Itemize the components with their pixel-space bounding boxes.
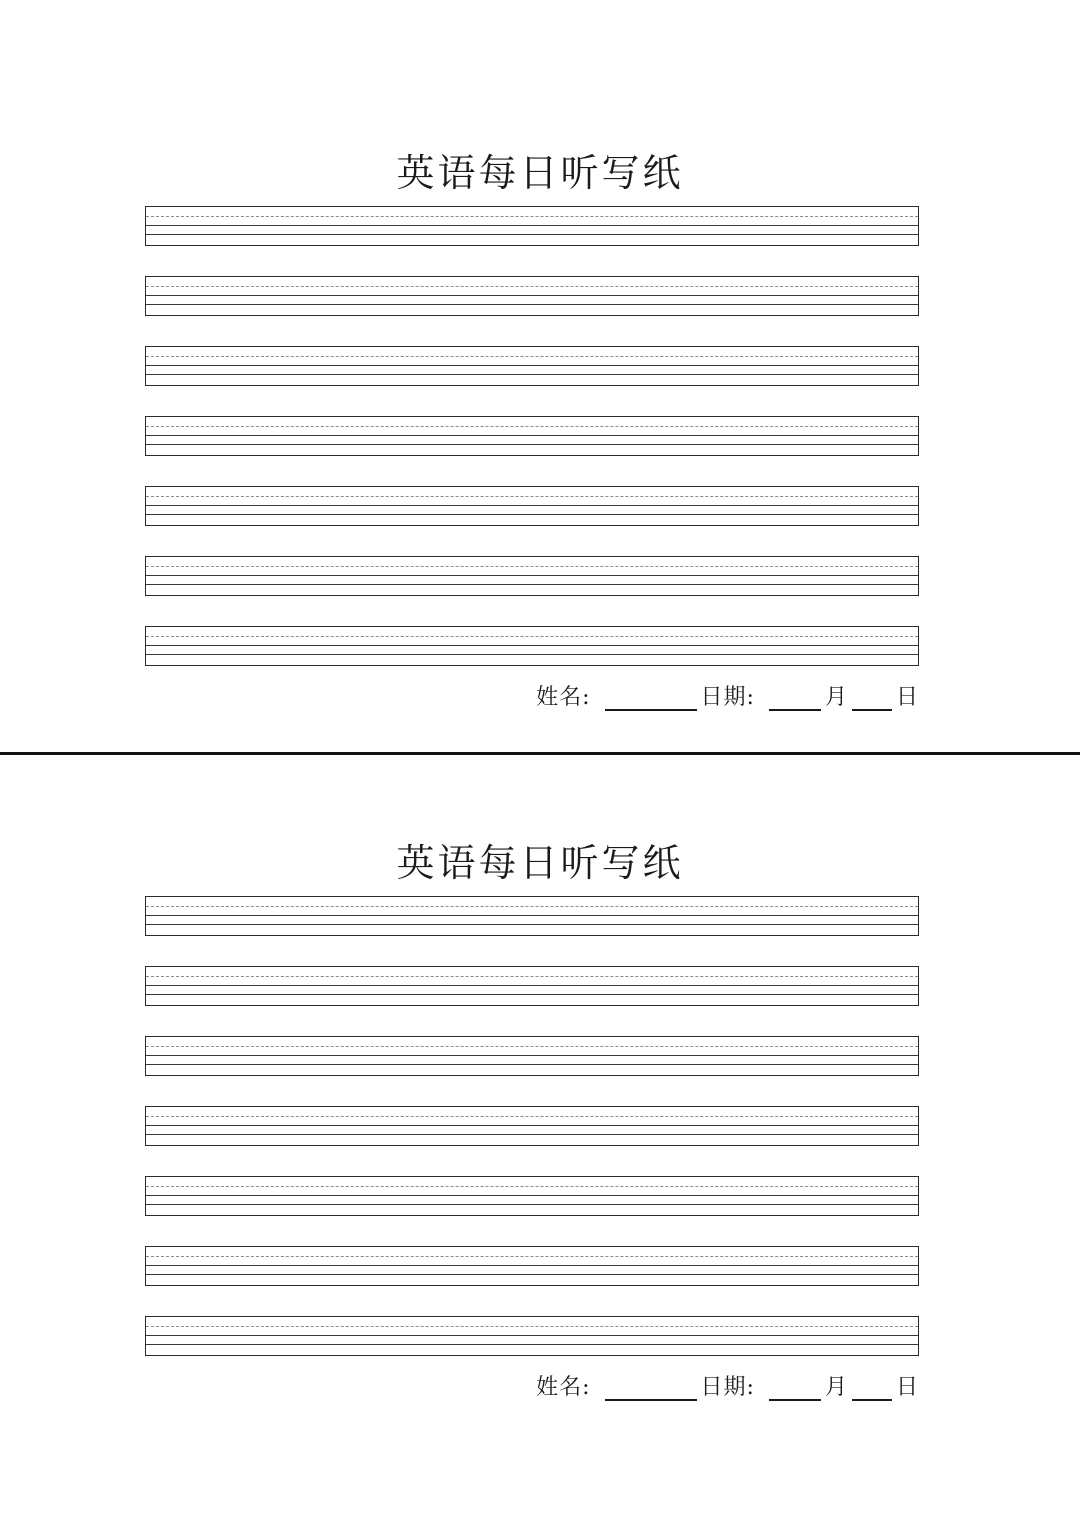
writing-row[interactable]	[145, 276, 919, 316]
guide-line	[146, 365, 918, 366]
writing-row[interactable]	[145, 626, 919, 666]
guide-line	[146, 514, 918, 515]
day-label: 日	[895, 1375, 919, 1400]
guide-line	[146, 1064, 918, 1065]
date-label: 日期:	[700, 1375, 755, 1400]
guide-line	[146, 1326, 918, 1327]
writing-row[interactable]	[145, 206, 919, 246]
name-blank[interactable]	[605, 1377, 697, 1401]
guide-line	[146, 906, 918, 907]
writing-row[interactable]	[145, 896, 919, 936]
guide-line	[146, 1344, 918, 1345]
name-label: 姓名:	[536, 1375, 591, 1400]
guide-line	[146, 435, 918, 436]
writing-lines	[145, 206, 919, 696]
writing-row[interactable]	[145, 486, 919, 526]
month-blank[interactable]	[769, 1377, 821, 1401]
guide-line	[146, 1256, 918, 1257]
writing-row[interactable]	[145, 1176, 919, 1216]
guide-line	[146, 216, 918, 217]
writing-row[interactable]	[145, 346, 919, 386]
name-label: 姓名:	[536, 685, 591, 710]
guide-line	[146, 1265, 918, 1266]
month-label: 月	[824, 685, 848, 710]
guide-line	[146, 1125, 918, 1126]
writing-row[interactable]	[145, 1106, 919, 1146]
day-blank[interactable]	[852, 1377, 892, 1401]
guide-line	[146, 374, 918, 375]
writing-row[interactable]	[145, 556, 919, 596]
guide-line	[146, 234, 918, 235]
guide-line	[146, 496, 918, 497]
guide-line	[146, 645, 918, 646]
dictation-sheet-top	[0, 0, 1080, 710]
guide-line	[146, 225, 918, 226]
guide-line	[146, 584, 918, 585]
guide-line	[146, 1116, 918, 1117]
writing-row[interactable]	[145, 416, 919, 456]
month-label: 月	[824, 1375, 848, 1400]
writing-row[interactable]	[145, 966, 919, 1006]
guide-line	[146, 566, 918, 567]
guide-line	[146, 1274, 918, 1275]
guide-line	[146, 505, 918, 506]
sheet-title: 英语每日听写纸	[396, 151, 684, 195]
sheet-title: 英语每日听写纸	[396, 841, 684, 885]
guide-line	[146, 985, 918, 986]
guide-line	[146, 994, 918, 995]
guide-line	[146, 444, 918, 445]
writing-row[interactable]	[145, 1036, 919, 1076]
guide-line	[146, 286, 918, 287]
writing-row[interactable]	[145, 1246, 919, 1286]
writing-lines	[145, 896, 919, 1386]
guide-line	[146, 976, 918, 977]
date-label: 日期:	[700, 685, 755, 710]
guide-line	[146, 426, 918, 427]
guide-line	[146, 915, 918, 916]
dictation-sheet-bottom	[0, 690, 1080, 1400]
guide-line	[146, 1055, 918, 1056]
guide-line	[146, 304, 918, 305]
guide-line	[146, 356, 918, 357]
writing-row[interactable]	[145, 1316, 919, 1356]
guide-line	[146, 1195, 918, 1196]
guide-line	[146, 1134, 918, 1135]
guide-line	[146, 1046, 918, 1047]
guide-line	[146, 1186, 918, 1187]
guide-line	[146, 295, 918, 296]
guide-line	[146, 1204, 918, 1205]
guide-line	[146, 1335, 918, 1336]
sheet-footer	[536, 1370, 919, 1401]
guide-line	[146, 924, 918, 925]
guide-line	[146, 636, 918, 637]
day-label: 日	[895, 685, 919, 710]
guide-line	[146, 654, 918, 655]
guide-line	[146, 575, 918, 576]
